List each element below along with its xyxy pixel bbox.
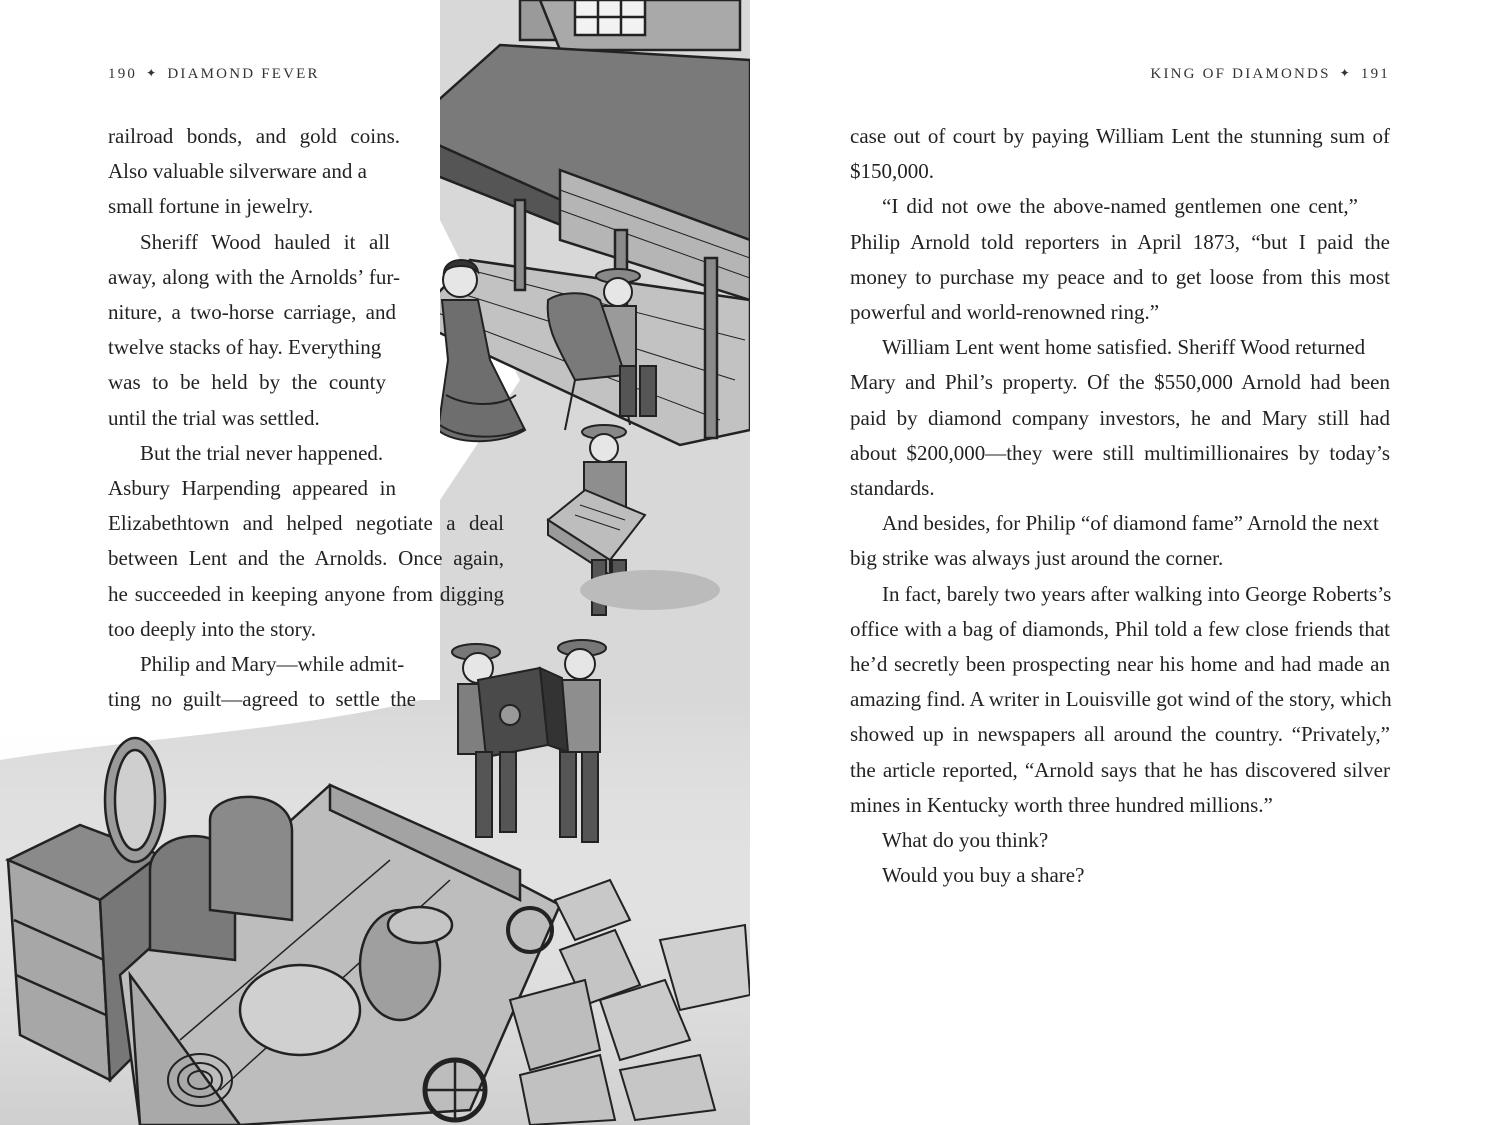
text-line: amazing find. A writer in Louisville got wind of the story, which bbox=[850, 687, 1392, 712]
text-line: ting no guilt—agreed to settle the bbox=[108, 687, 416, 712]
text-line: mines in Kentucky worth three hundred millions.” bbox=[850, 792, 1273, 817]
text-line: big strike was always just around the corner. bbox=[850, 546, 1224, 571]
text-line: away, along with the Arnolds’ fur- bbox=[108, 264, 400, 289]
text-line: niture, a two-horse carriage, and bbox=[108, 300, 396, 325]
text-line: Elizabethtown and helped negotiate a deal bbox=[108, 511, 504, 536]
text-line: Philip and Mary—while admit- bbox=[140, 652, 405, 677]
chapter-title: KING OF DIAMONDS bbox=[1150, 66, 1331, 82]
left-page-number: 190 bbox=[108, 66, 138, 82]
text-line: showed up in newspapers all around the country. “Privately,” bbox=[850, 722, 1390, 747]
text-line: “I did not owe the above-named gentlemen one cent,” bbox=[882, 194, 1358, 219]
text-line: about $200,000—they were still multimillionaires by today’s bbox=[850, 440, 1390, 465]
text-line: twelve stacks of hay. Everything bbox=[108, 335, 382, 360]
separator-star: ✦ bbox=[146, 66, 159, 80]
text-line: And besides, for Philip “of diamond fame” Arnold the next bbox=[882, 511, 1379, 536]
text-line: office with a bag of diamonds, Phil told a few close friends that bbox=[850, 616, 1390, 641]
left-running-head bbox=[108, 66, 320, 83]
text-line: William Lent went home satisfied. Sheriff Wood returned bbox=[882, 335, 1366, 360]
text-line: until the trial was settled. bbox=[108, 405, 320, 430]
text-line: he succeeded in keeping anyone from digging bbox=[108, 581, 504, 606]
right-running-head bbox=[1150, 66, 1390, 83]
text-line: Sheriff Wood hauled it all bbox=[140, 229, 390, 254]
text-line: paid by diamond company investors, he and Mary still had bbox=[850, 405, 1390, 430]
text-line: What do you think? bbox=[882, 828, 1049, 853]
text-line: was to be held by the county bbox=[108, 370, 386, 395]
right-page bbox=[750, 0, 1500, 1125]
text-line: too deeply into the story. bbox=[108, 616, 317, 641]
text-line: In fact, barely two years after walking into George Roberts’s bbox=[882, 581, 1392, 606]
book-title: DIAMOND FEVER bbox=[167, 66, 320, 82]
separator-star: ✦ bbox=[1339, 66, 1352, 80]
text-line: Would you buy a share? bbox=[882, 863, 1085, 888]
text-line: Also valuable silverware and a bbox=[108, 159, 367, 184]
left-body-text bbox=[108, 119, 504, 717]
text-line: money to purchase my peace and to get loose from this most bbox=[850, 264, 1390, 289]
text-line: he’d secretly been prospecting near his home and had made an bbox=[850, 652, 1390, 677]
text-line: But the trial never happened. bbox=[140, 440, 384, 465]
text-line: small fortune in jewelry. bbox=[108, 194, 314, 219]
text-line: railroad bonds, and gold coins. bbox=[108, 124, 400, 148]
text-line: the article reported, “Arnold says that he has discovered silver bbox=[850, 757, 1390, 782]
right-body-text bbox=[850, 119, 1390, 893]
right-page-number: 191 bbox=[1360, 66, 1390, 82]
text-line: between Lent and the Arnolds. Once again, bbox=[108, 546, 504, 571]
text-line: Mary and Phil’s property. Of the $550,000 Arnold had been bbox=[850, 370, 1390, 395]
text-line: $150,000. bbox=[850, 159, 934, 184]
text-line: Asbury Harpending appeared in bbox=[108, 476, 396, 501]
text-line: Philip Arnold told reporters in April 1873, “but I paid the bbox=[850, 229, 1390, 254]
text-line: powerful and world-renowned ring.” bbox=[850, 300, 1160, 325]
text-line: case out of court by paying William Lent the stunning sum of bbox=[850, 124, 1390, 148]
text-line: standards. bbox=[850, 476, 935, 501]
